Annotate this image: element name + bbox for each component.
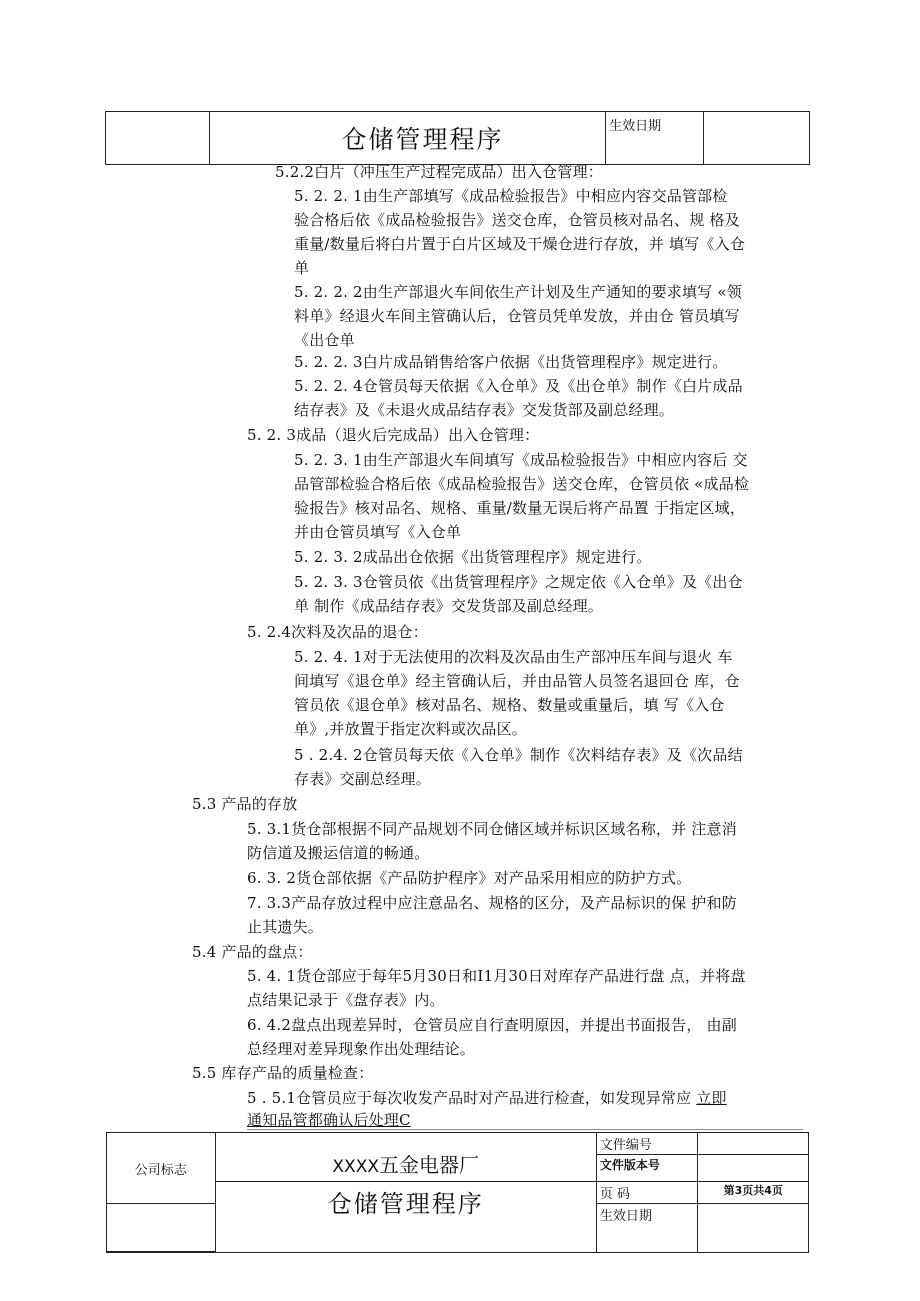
underlined-text: 立即 (696, 1089, 727, 1107)
text-line: 5. 2. 4. 1对于无法使用的次料及次品由生产部冲压车间与退火 车 (294, 648, 733, 666)
footer-effective-date-label: 生效日期 (596, 1204, 698, 1253)
text-line: 6. 3. 2货仓部依据《产品防护程序》对产品采用相应的防护方式。 (247, 869, 692, 887)
text-line: 结存表》及《未退火成品结存表》交发货部及副总经理。 (294, 401, 675, 419)
text-line: 5 . 2.4. 2仓管员每天依《入仓单》制作《次料结存表》及《次品结 (294, 746, 743, 764)
text-line: 防信道及搬运信道的畅通。 (247, 844, 430, 862)
text-line-part: 5 . 5.1仓管员应于每次收发产品时对产品进行检查，如发现异常应 (247, 1089, 697, 1107)
text-line: 品管部检验合格后依《成品检验报告》送交仓库，仓管员依 «成品检 (294, 475, 750, 493)
text-line: 5. 2. 2. 2由生产部退火车间依生产计划及生产通知的要求填写 «领 (294, 283, 742, 301)
text-line: 5. 2. 2. 1由生产部填写《成品检验报告》中相应内容交品管部检 (294, 187, 728, 205)
footer-company-prefix: XXXX (332, 1157, 379, 1177)
text-line: 6. 4.2盘点出现差异时，仓管员应自行查明原因，并提出书面报告， 由副 (247, 1016, 737, 1034)
text-line: 料单》经退火车间主管确认后，仓管员凭单发放，并由仓 管员填写 (294, 307, 740, 325)
text-line: 5. 2. 2. 3白片成品销售给客户依据《出货管理程序》规定进行。 (294, 353, 728, 371)
text-line: 单 (294, 259, 310, 277)
footer-logo-label: 公司标志 (107, 1133, 216, 1204)
text-line: 5. 2. 3. 3仓管员依《出货管理程序》之规定依《入仓单》及《出仓 (294, 573, 743, 591)
text-line: 通知品管都确认后处理C (247, 1111, 411, 1129)
text-line: 7. 3.3产品存放过程中应注意品名、规格的区分，及产品标识的保 护和防 (247, 894, 737, 912)
footer-divider (247, 1129, 803, 1130)
text-line: 5. 2. 3成品（退火后完成品）出入仓管理： (247, 426, 540, 444)
text-line: 5. 3.1货仓部根据不同产品规划不同仓储区域并标识区域名称，并 注意消 (247, 820, 737, 838)
footer-empty-cell (107, 1204, 216, 1252)
text-line: 单》,并放置于指定次料或次品区。 (294, 720, 527, 738)
text-line: 并由仓管员填写《入仓单 (294, 523, 462, 541)
footer-empty-cell-2 (107, 1252, 216, 1253)
footer-table (106, 1132, 809, 1253)
text-line: 验报告》核对品名、规格、重量/数量无误后将产品置 于指定区域， (294, 499, 746, 517)
text-line: 5. 4. 1货仓部应于每年5月30日和I1月30日对库存产品进行盘 点，并将盘 (247, 967, 746, 985)
section-heading: 5.5 库存产品的质量检查： (192, 1064, 374, 1082)
text-line: 验合格后依《成品检验报告》送交仓库，仓管员核对品名、规 格及 (294, 211, 740, 229)
footer-doc-title: 仓储管理程序 (215, 1182, 596, 1253)
text-line: 5. 2. 3. 2成品出仓依据《出货管理程序》规定进行。 (294, 548, 652, 566)
header-table (105, 111, 810, 165)
header-title: 仓储管理程序 (209, 112, 605, 165)
footer-file-no-value (698, 1133, 809, 1155)
text-line: 单 制作《成品结存表》交发货部及副总经理。 (294, 597, 603, 615)
footer-company-name: 五金电器厂 (379, 1153, 479, 1177)
section-heading: 5.3 产品的存放 (192, 795, 298, 813)
text-line: 存表》交副总经理。 (294, 770, 431, 788)
text-line: 5.2.2白片（冲压生产过程完成品）出入仓管理： (275, 163, 603, 181)
text-line (247, 1086, 727, 1110)
footer-page-label: 页 码 (596, 1182, 698, 1204)
footer-file-no-label: 文件编号 (596, 1133, 698, 1155)
text-line: 5. 2. 3. 1由生产部退火车间填写《成品检验报告》中相应内容后 交 (294, 451, 748, 469)
text-line: 间填写《退仓单》经主管确认后，并由品管人员签名退回仓 库，仓 (294, 672, 740, 690)
text-line: 管员依《退仓单》核对品名、规格、数量或重量后，填 写《入仓 (294, 696, 725, 714)
header-logo-cell (106, 112, 210, 165)
footer-company (215, 1133, 596, 1182)
text-line: 总经理对差异现象作出处理结论。 (247, 1040, 476, 1058)
text-line: 5. 2. 2. 4仓管员每天依据《入仓单》及《出仓单》制作《白片成品 (294, 377, 743, 395)
footer-page-value: 第3页共4页 (698, 1182, 809, 1204)
footer-version-value (698, 1155, 809, 1182)
header-effective-date-label: 生效日期 (606, 112, 704, 165)
text-line: 重量/数量后将白片置于白片区域及干燥仓进行存放，并 填写《入仓 (294, 235, 746, 253)
text-line: 止其遗失。 (247, 918, 324, 936)
text-line: 5. 2.4次料及次品的退仓： (247, 623, 428, 641)
section-heading: 5.4 产品的盘点： (192, 943, 313, 961)
text-line: 《出仓单 (294, 331, 355, 349)
text-line: 点结果记录于《盘存表》内。 (247, 991, 445, 1009)
footer-version-label: 文件版本号 (596, 1155, 698, 1182)
footer-effective-date-value (698, 1204, 809, 1253)
header-effective-date-value (704, 112, 810, 165)
